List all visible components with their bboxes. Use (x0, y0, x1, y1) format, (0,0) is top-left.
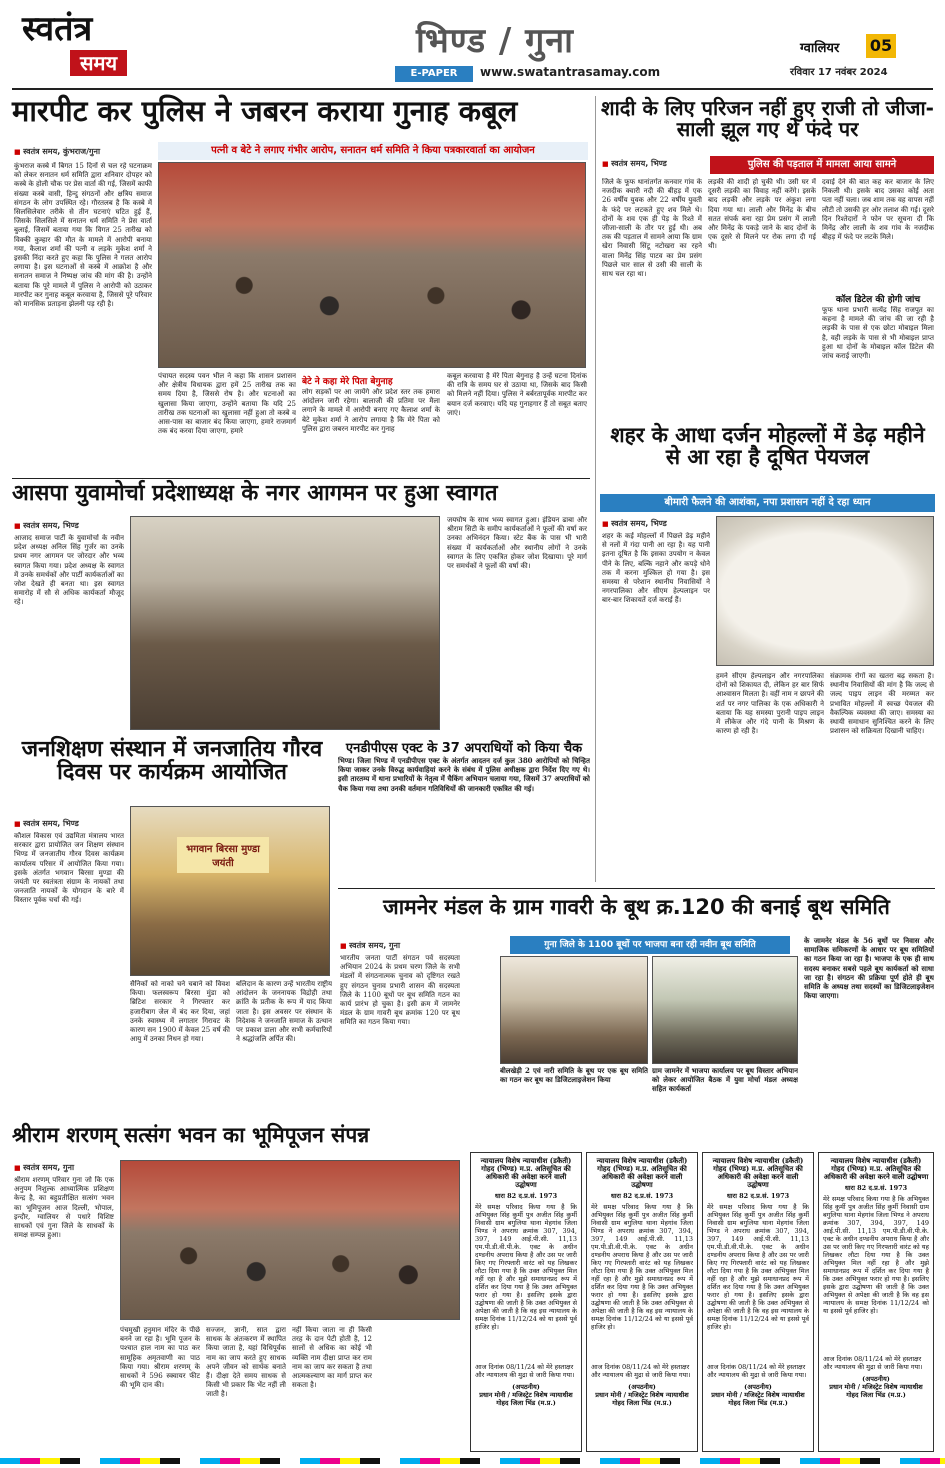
notice-footer: प्रधान मोनी / मजिस्ट्रेट विशेष न्यायाधीश गोहद जिला भिंड (म.प्र.) (595, 1391, 689, 1407)
notice-body: मेरे समक्ष परिवाद किया गया है कि अभियुक्त सिंह कुर्मी पुत्र अजीत सिंह कुर्मी निवासी ग्राम बगुलिया थाना मेहगांव जिला भिण्ड ने अपराध क्रमांक 307, 394, 397, 149 आई.पी.सी. 11,13 एम.पी.डी.वी.पी.के. एक्ट के अधीन दण्डनीय अपराध किया है और उस पर जारी किए गए गिरफ्तारी वारंट को यह लिखकर लौटा दिया गया है कि उक्त अभियुक्त मिल नहीं रहा है और मुझे समाधानप्रद रूप में दर्शित कर दिया गया है कि उक्त अभियुक्त फरार हो गया है। इसलिए इसके द्वारा उद्घोषणा की जाती है कि उक्त अभियुक्त से अपेक्षा की जाती है कि वह इस न्यायालय के समक्ष दिनांक 11/12/24 को या इससे पूर्व हाजिर हो। (823, 1195, 929, 1315)
story8-col3: सज्जन, ज्ञानी, सात द्वारा साधक के अंतःकरण में स्थापित किया जाता है, यहां विधिपूर्वक नाम का जाप करते हुए साधक अपने जीवन को सार्थक बनाते हैं। दीक्षा देते समय साधक से किसी भी प्रकार कि भेंट नहीं ली जाती है। (206, 1326, 286, 1399)
notice-title: न्यायालय विशेष न्यायाधीश (डकैती) गोहद (भिण्ड) म.प्र. अतिसूचित की अधिकारी की अवेक्षा करने वाली उद्घोषणा (596, 1156, 688, 1189)
registration-strip (0, 1458, 945, 1464)
story5-headline: एनडीपीएस एक्ट के 37 अपराधियों को किया चैक (345, 741, 583, 756)
notice-body: मेरे समक्ष परिवाद किया गया है कि अभियुक्त सिंह कुर्मी पुत्र अजीत सिंह कुर्मी निवासी ग्राम बगुलिया थाना मेहगांव जिला भिण्ड ने अपराध क्रमांक 307, 394, 397, 149 आई.पी.सी. 11,13 एम.पी.डी.वी.पी.के. एक्ट के अधीन दण्डनीय अपराध किया है और उस पर जारी किए गए गिरफ्तारी वारंट को यह लिखकर लौटा दिया गया है कि उक्त अभियुक्त मिल नहीं रहा है और मुझे समाधानप्रद रूप में दर्शित कर दिया गया है कि उक्त अभियुक्त फरार हो गया है। इसलिए इसके द्वारा उद्घोषणा की जाती है कि उक्त अभियुक्त से अपेक्षा की जाती है कि वह इस न्यायालय के समक्ष दिनांक 11/12/24 को या इससे पूर्व हाजिर हो। (591, 1203, 693, 1331)
story2-subhead: कॉल डिटेल की होगी जांच (835, 295, 921, 305)
story8-byline: ■ स्वतंत्र समय, गुना (14, 1162, 74, 1173)
story6-col3: बलिदान के कारण उन्हें भारतीय राष्ट्रीय आंदोलन के जननायक विद्रोही तथा क्रांति के प्रतीक के रूप में याद किया जाता है। इस अवसर पर संस्थान के निदेशक ने जनजाति समाज के उत्थान पर प्रकाश डाला और सभी कर्मचारियों ने श्रद्धांजलि अर्पित की। (236, 980, 332, 1044)
story1-headline: मारपीट कर पुलिस ने जबरन कराया गुनाह कबूल (12, 94, 518, 128)
story2-red-strip: पुलिस की पड़ताल में मामला आया सामने (710, 156, 934, 174)
website-link[interactable]: www.swatantrasamay.com (480, 65, 661, 79)
notice-sign: (अपठनीय) (862, 1375, 890, 1383)
legal-notice-1 (470, 1152, 582, 1452)
page-number: 05 (866, 34, 896, 58)
story6-col2: सैनिकों को नाको चने चबाने को विवश किया। फलस्वरूप बिरसा मुंडा को ब्रिटिश सरकार ने गिरफ्तार कर हजारीबाग जेल में बंद कर दिया, जहां उनके स्वास्थ्य में लगातार गिरावट के कारण सन 1900 में केवल 25 वर्ष की आयु में उनका निधन हो गया। (130, 980, 230, 1044)
issue-date: रविवार 17 नवंबर 2024 (790, 67, 888, 78)
city-label: ग्वालियर (800, 41, 840, 56)
story7-photo-1 (500, 956, 648, 1064)
logo-top: स्वतंत्र (22, 9, 93, 49)
story7-headline: जामनेर मंडल के ग्राम गावरी के बूथ क्र.120 की बनाई बूथ समिति (383, 895, 890, 919)
story1-col3: लोग सड़कों पर आ जायेंगे और प्रदेश स्तर तक हमारा आंदोलन जारी रहेगा। बालाजी की प्रतिमा पर मैला लगाने के मामले में आरोपी बनाए गए कैलाश शर्मा के बेटे मुकेश शर्मा ने आरोप लगाया है कि मेरे पिता को पुलिस द्वारा जबरन मारपीट कर गुनाह (302, 388, 440, 433)
story7-blue-strip: गुना जिले के 1100 बूथों पर भाजपा बना रही नवीन बूथ समिति (510, 936, 790, 954)
story7-caption2: ग्राम जामनेर में भाजपा कार्यालय पर बूथ विस्तार अभियान को लेकर आयोजित बैठक में युवा मोर्चा मंडल अध्यक्ष सहित कार्यकर्ता (652, 1066, 798, 1094)
notice-number: धारा 82 द.प्र.सं. 1973 (726, 1192, 790, 1200)
story2-byline: ■ स्वतंत्र समय, भिण्ड (602, 158, 667, 169)
story1-col1: कुंभराज कस्बे में बिगत 15 दिनों से चल रहे घटनाक्रम को लेकर सनातन धर्म समिति द्वारा शनिवार दोपहर को कस्बे के होली चौक पर प्रेस वार्ता की गई, जिसमें काफी संख्या कस्बे वासी, हिन्दु संगठनों और क्षत्रिय समाज संगठन के लोग उपस्थित रहे। गौरतलब है कि कस्बे में सिलसिलेवार तरीके से तीन घटनाएं घटित हुई हैं, जिसके सिलसिले में सनातन धर्म समिति ने प्रेस वार्ता बुलाई, जिसमें बताया गया कि विगत 25 तारीख को विक्की कुम्हार की मौत के मामले में आरोपी बनाया गया, कैलाश शर्मा की पत्नी व लड़के मुकेश शर्मा ने इसकी निंदा करते हुए कहा कि पुलिस ने गलत आरोप लगाया है। इस घटनाओं से कस्बे में आक्रोश है और सनातन समाज ने निष्पक्ष जांच की मांग की है। उन्होंने बताया कि पूरे मामले में पुलिस ने आरोपी को उठाकर मारपीट कर गुनाह कबूल करवाया है, जिससे पूरे परिवार को मानसिक प्रताड़ना झेलनी पड़ रही है। (14, 162, 152, 309)
story4-photo-dirty-water (716, 516, 934, 666)
story5-body: भिण्ड। जिला भिण्ड में एनडीपीएस एक्ट के अंतर्गत आदतन दर्ज कुल 380 आरोपियों को चिन्हित किया जाकर उनके विरुद्ध कार्यवाहियां करने के संबंध में पुलिस अधीक्षक द्वारा निर्देश दिए गए थे। इसी तारतम्य में थाना प्रभारियों के नेतृत्व में चैकिंग अभियान चलाया गया, जिसमें 37 अपराधियों को चैक किया गया तथा उनकी वर्तमान गतिविधियों की जानकारी एकत्रित की गई। (338, 756, 590, 793)
notice-number: धारा 82 द.प्र.सं. 1973 (844, 1184, 908, 1192)
story2-headline: शादी के लिए परिजन नहीं हुए राजी तो जीजा-साली झूल गए थे फंदे पर (601, 96, 934, 141)
story4-col2: हमने सीएम हेल्पलाइन और नगरपालिका दोनों को शिकायत दी, लेकिन हर बार सिर्फ आश्वासन मिलता है। वहीं नाम न छापने की शर्त पर नगर पालिका के एक अधिकारी ने बताया कि यह समस्या पुरानी पाइप लाइन में लीकेज और गंदे पानी के मिश्रण के कारण हो रही है। (716, 672, 824, 736)
notice-sign: (अपठनीय) (744, 1383, 772, 1391)
story3-photo-welcome (130, 516, 440, 730)
notice-sign: (अपठनीय) (512, 1383, 540, 1391)
notice-number: धारा 82 द.प्र.सं. 1973 (494, 1192, 558, 1200)
notice-body: मेरे समक्ष परिवाद किया गया है कि अभियुक्त सिंह कुर्मी पुत्र अजीत सिंह कुर्मी निवासी ग्राम बगुलिया थाना मेहगांव जिला भिण्ड ने अपराध क्रमांक 307, 394, 397, 149 आई.पी.सी. 11,13 एम.पी.डी.वी.पी.के. एक्ट के अधीन दण्डनीय अपराध किया है और उस पर जारी किए गए गिरफ्तारी वारंट को यह लिखकर लौटा दिया गया है कि उक्त अभियुक्त मिल नहीं रहा है और मुझे समाधानप्रद रूप में दर्शित कर दिया गया है कि उक्त अभियुक्त फरार हो गया है। इसलिए इसके द्वारा उद्घोषणा की जाती है कि उक्त अभियुक्त से अपेक्षा की जाती है कि वह इस न्यायालय के समक्ष दिनांक 11/12/24 को या इससे पूर्व हाजिर हो। (707, 1203, 809, 1331)
story2-col3: दवाई देने की बात कह कर बाजार के लिए निकली थी। इसके बाद उसका कोई अता पता नहीं चला। जब शाम तक वह वापस नहीं लौटी तो उसकी हर ओर तलाश की गई। दूसरे दिन रिश्तेदारों ने फोन पर सूचना दी कि मिनेंद्र और लाली के शव गांव के नजदीक बीहड़ में फंदे पर लटके मिले। (822, 178, 934, 242)
story6-photo-event (130, 806, 330, 976)
notice-date: आज दिनांक 08/11/24 को मेरे हस्ताक्षर और न्यायालय की मुद्रा से जारी किया गया। (591, 1363, 691, 1379)
story6-col1: कौशल विकास एवं उद्यमिता मंत्रालय भारत सरकार द्वारा प्रायोजित जन शिक्षण संस्थान भिण्ड में जनजातीय गौरव दिवस कार्यक्रम कार्यालय परिसर में आयोजित किया गया। इसके अंतर्गत भगवान बिरसा मुण्डा की जयंती पर स्वतंत्रता संग्राम के नायकों तथा जनजाति नायकों के योगदान के बारे में विस्तार पूर्वक चर्चा की गई। (14, 832, 124, 905)
story1-photo-press-conference (158, 162, 586, 368)
story6-headline: जनशिक्षण संस्थान में जनजातिय गौरव दिवस पर कार्यक्रम आयोजित (21, 737, 323, 786)
notice-footer: प्रधान मोनी / मजिस्ट्रेट विशेष न्यायाधीश गोहद जिला भिंड (म.प्र.) (829, 1383, 923, 1399)
notice-title: न्यायालय विशेष न्यायाधीश (डकैती) गोहद (भिण्ड) म.प्र. अतिसूचित की अधिकारी की अवेक्षा करने वाली उद्घोषणा (480, 1156, 572, 1189)
story7-caption1: बीलखेड़ी 2 एवं नारी समिति के बूथ पर एक बूथ समिति का गठन कर बूथ का डिजिटलाइजेशन किया (500, 1066, 648, 1085)
story2-col2: लड़की की शादी हो चुकी थी। उसी घर में दूसरी लड़की का विवाह नहीं करेंगे। इसके बाद लड़की और लड़के पर अंकुश लगा दिया गया था। लाली और मिनेंद्र के बीच सतत संपर्क बना रहा प्रेम प्रसंग में लाली और मिनेंद्र के पकड़े जाने के बाद दोनों के एक दूसरे से मिलने पर रोक लगा दी गई थी। (708, 178, 816, 251)
story7-photo-2 (652, 956, 798, 1064)
story4-col1: शहर के कई मोहल्लों में पिछले डेढ़ महीने से नलों में गंदा पानी आ रहा है। यह पानी इतना दूषित है कि इसका उपयोग न केवल पीने के लिए, बल्कि नहाने और कपड़े धोने तक में करना मुश्किल हो गया है। इस समस्या से परेशान स्थानीय निवासियों ने नगरपालिका और सीएम हेल्पलाइन पर बार-बार शिकायतें दर्ज कराई हैं। (602, 532, 710, 605)
story8-photo-bhoomipoojan (120, 1160, 460, 1320)
story4-col3: संक्रामक रोगों का खतरा बढ़ सकता है। स्थानीय निवासियों की मांग है कि जल्द से जल्द पाइप लाइन की मरम्मत कर प्रभावित मोहल्लों में स्वच्छ पेयजल की वैकल्पिक व्यवस्था की जाए। समस्या का स्थायी समाधान सुनिश्चित करने के लिए प्रशासन को सक्रियता दिखानी चाहिए। (830, 672, 934, 736)
notice-date: आज दिनांक 08/11/24 को मेरे हस्ताक्षर और न्यायालय की मुद्रा से जारी किया गया। (823, 1355, 923, 1371)
logo (22, 10, 162, 84)
story1-col2: पंचायत सदस्य पवन भील ने कहा कि शासन प्रशासन और क्षेत्रीय विधायक द्वारा हमें 25 तारीख तक का समय दिया है, जिससे रोष है। और घटनाओं का खुलासा किया जाएगा, उन्होंने बताया कि यदि 25 तारीख तक घटनाओं का खुलासा नहीं हुआ तो कस्बे व आस-पास का बाजार बंद किया जाएगा, हमारे राजमार्ग तक बंद करवा दिया जाएगा, हमारे (158, 372, 296, 436)
story2-col4: फूफ थाना प्रभारी सत्येंद्र सिंह राजपूत का कहना है मामले की जांच की जा रही है लड़की के पास से एक छोटा मोबाइल मिला है, वही लड़के के पास से भी मोबाइल प्राप्त हुआ था दोनों के मोबाइल कॉल डिटेल की जांच कराई जाएगी। (822, 306, 934, 361)
notice-sign: (अपठनीय) (628, 1383, 656, 1391)
legal-notice-2 (586, 1152, 698, 1452)
story1-byline: ■ स्वतंत्र समय, कुंभराज/गुना (14, 146, 100, 157)
story7-col2: के जामनेर मंडल के 56 बूथों पर निवास और सामाजिक समिकरणों के आधार पर बूथ समितियों का गठन किया जा रहा है। भाजपा के एक ही साथ सदस्य बनाकर सबसे पहले बूथ कार्यकर्ता को साधा जा रहा है। संगठन की प्रक्रिया पूर्ण होते ही बूथ समिति के अध्यक्ष तथा सदस्यों का डिजिटलाइजेशन किया जाएगा। (804, 936, 934, 1001)
legal-notice-3 (702, 1152, 814, 1452)
story3-byline: ■ स्वतंत्र समय, भिण्ड (14, 520, 79, 531)
story2-col1: जिले के फूफ थानांतर्गत कनवार गांव के नजदीक क्वारी नदी की बीहड़ में एक 26 वर्षीय युवक और 22 वर्षीय युवती के फंदे पर लटकते हुए शव मिले थे। दोनों के शव एक ही पेड़ के रिश्ते में जीजा-साली के तौर पर हुई थी। अब तक की पड़ताल में सामने आया कि ग्राम खेरा निवासी सिंटू नटोखरा का रहने वाला मिनेंद्र सिंह पाटव का प्रेम प्रसंग पिछले चार साल से उसी की साली के साथ चल रहा था। (602, 178, 702, 279)
section-divider-2 (338, 888, 935, 889)
story3-headline: आसपा युवामोर्चा प्रदेशाध्यक्ष के नगर आगमन पर हुआ स्वागत (12, 481, 498, 506)
notice-number: धारा 82 द.प्र.सं. 1973 (610, 1192, 674, 1200)
story1-photo-caption: पत्नी व बेटे ने लगाए गंभीर आरोप, सनातन धर्म समिति ने किया पत्रकारवार्ता का आयोजन (158, 142, 588, 160)
edition-title: भिण्ड / गुना (416, 21, 574, 61)
notice-title: न्यायालय विशेष न्यायाधीश (डकैती) गोहद (भिण्ड) म.प्र. अतिसूचित की अधिकारी की अवेक्षा करने वाली उद्घोषणा (712, 1156, 804, 1189)
story8-col4: नहीं किया जाता ना ही किसी तरह के दान पेटी होती है, 12 सालों से अधिक का कोई भी व्यक्ति नाम दीक्षा प्राप्त कर राम नाम का जाप कर सकता है तथा आत्मकल्याण का मार्ग प्राप्त कर सकता है। (292, 1326, 372, 1390)
story4-headline: शहर के आधा दर्जन मोहल्लों में डेढ़ महीने से आ रहा है दूषित पेयजल (610, 423, 925, 470)
notice-footer: प्रधान मोनी / मजिस्ट्रेट विशेष न्यायाधीश गोहद जिला भिंड (म.प्र.) (479, 1391, 573, 1407)
story4-blue-strip: बीमारी फैलने की आशंका, नपा प्रशासन नहीं दे रहा ध्यान (600, 494, 935, 512)
notice-footer: प्रधान मोनी / मजिस्ट्रेट विशेष न्यायाधीश गोहद जिला भिंड (म.प्र.) (711, 1391, 805, 1407)
story1-subhead: बेटे ने कहा मेरे पिता बेगुनाह (302, 377, 393, 387)
column-divider (595, 96, 596, 882)
story3-col2: जयघोष के साथ भव्य स्वागत हुआ। इंडियन ढाबा और श्रीराम सिटी के समीप कार्यकर्ताओं ने फूलों की वर्षा कर उनका अभिनंदन किया। स्टेट बैंक के पास भी भारी संख्या में कार्यकर्ताओं और स्थानीय लोगों ने उनके स्वागत के लिए एकत्रित होकर जोश दिखाया। पूरे मार्ग पर समर्थकों ने फूलों की वर्षा की। (447, 516, 587, 571)
story4-byline: ■ स्वतंत्र समय, भिण्ड (602, 518, 667, 529)
notice-title: न्यायालय विशेष न्यायाधीश (डकैती) गोहद (भिण्ड) म.प्र. अतिसूचित की अधिकारी की अवेक्षा करने वाली उद्घोषणा (823, 1156, 929, 1181)
logo-bottom: समय (70, 50, 127, 76)
story6-photo-banner: भगवान बिरसा मुण्डा जयंती (177, 837, 269, 873)
legal-notice-4 (818, 1152, 934, 1452)
story8-headline: श्रीराम शरणम् सत्संग भवन का भूमिपूजन संपन्न (12, 1123, 370, 1147)
story8-col1: श्रीराम शरणम् परिवार गुना जो कि एक अनुपम निशुल्क आध्यात्मिक प्रशिक्षण केन्द्र है, का बहुप्रतीक्षित सत्संग भवन का भूमिपूजन आज दिल्ली, भोपाल, इन्दौर, ग्वालियर से पधारे विशिष्ट साधकों एवं गुना जिले के साधकों के समक्ष सम्पन्न हुआ। (14, 1176, 114, 1240)
story7-col1: भारतीय जनता पार्टी संगठन पर्व सदस्यता अभियान 2024 के प्रथम चरण जिले के सभी मंडलों में संगठनात्मक चुनाव को दृष्टिगत रखते हुए संगठन चुनाव प्रभारी शासन की सदस्यता जिले के 1100 बूथों पर बूथ समिति गठन का कार्य प्रारंभ हो चुका है। इसी क्रम में जामनेर मंडल के ग्राम गावरी बूथ क्रमांक 120 पर बूथ समिति का गठन किया गया। (340, 954, 460, 1027)
notice-date: आज दिनांक 08/11/24 को मेरे हस्ताक्षर और न्यायालय की मुद्रा से जारी किया गया। (707, 1363, 807, 1379)
notice-date: आज दिनांक 08/11/24 को मेरे हस्ताक्षर और न्यायालय की मुद्रा से जारी किया गया। (475, 1363, 575, 1379)
section-divider (12, 478, 590, 479)
masthead (0, 0, 945, 88)
epaper-label: E-PAPER (395, 66, 473, 82)
story3-col1: आजाद समाज पार्टी के युवामोर्चा के नवीन प्रदेश अध्यक्ष अनिल सिंह गुर्जर का उनके प्रथम नगर आगमन पर जोरदार और भव्य स्वागत किया गया। प्रदेश अध्यक्ष के स्वागत में उनके समर्थकों और पार्टी कार्यकर्ताओं का जोश देखते ही बनता था। इस स्वागत समारोह में सौ से अधिक कार्यकर्ता मौजूद रहे। (14, 534, 124, 607)
story7-byline: ■ स्वतंत्र समय, गुना (340, 940, 400, 951)
masthead-divider (12, 88, 933, 90)
story1-col4: कबूल करवाया है मेरे पिता बेगुनाह है उन्हें घटना दिनांक की रात्रि के समय घर से उठाया था, जिसके बाद किसी को मिलने नहीं दिया। पुलिस ने बर्बरतापूर्वक मारपीट कर बयान दर्ज करवाए। यदि यह गुनाहगार हैं तो सबूत बताए जाएं। (447, 372, 587, 417)
story6-byline: ■ स्वतंत्र समय, भिण्ड (14, 818, 79, 829)
story8-col2: पंचमुखी हनुमान मंदिर के पीछे बनने जा रहा है। भूमि पूजन के पश्चात हाल नाम का पाठ कर सामूहिक अमृतवाणी का पाठ किया गया। श्रीराम शरणम् के साधकों ने 596 स्क्वायर फीट की भूमि दान की। (120, 1326, 200, 1390)
notice-body: मेरे समक्ष परिवाद किया गया है कि अभियुक्त सिंह कुर्मी पुत्र अजीत सिंह कुर्मी निवासी ग्राम बगुलिया थाना मेहगांव जिला भिण्ड ने अपराध क्रमांक 307, 394, 397, 149 आई.पी.सी. 11,13 एम.पी.डी.वी.पी.के. एक्ट के अधीन दण्डनीय अपराध किया है और उस पर जारी किए गए गिरफ्तारी वारंट को यह लिखकर लौटा दिया गया है कि उक्त अभियुक्त मिल नहीं रहा है और मुझे समाधानप्रद रूप में दर्शित कर दिया गया है कि उक्त अभियुक्त फरार हो गया है। इसलिए इसके द्वारा उद्घोषणा की जाती है कि उक्त अभियुक्त से अपेक्षा की जाती है कि वह इस न्यायालय के समक्ष दिनांक 11/12/24 को या इससे पूर्व हाजिर हो। (475, 1203, 577, 1331)
